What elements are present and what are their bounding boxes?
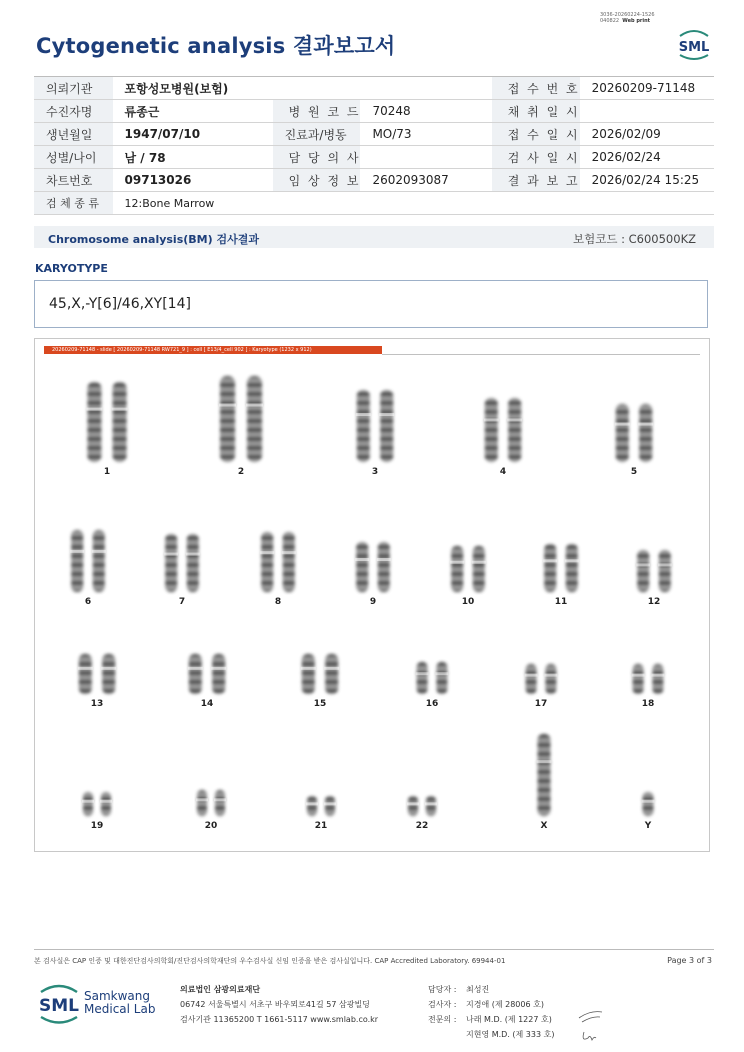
footer-logo-subtitle	[84, 990, 155, 1016]
centromere	[92, 550, 106, 553]
centromere	[211, 667, 226, 670]
section-title: Chromosome analysis(BM) 검사결과	[48, 233, 259, 246]
chromatid	[101, 792, 111, 816]
chromatid	[220, 376, 235, 462]
chromosome-7	[164, 534, 200, 607]
sml-footer-logo-icon	[36, 982, 82, 1026]
chromosome-label: 9	[369, 597, 377, 607]
chromatid	[408, 796, 418, 816]
chromatid	[87, 382, 101, 462]
chromosome-label: 17	[534, 699, 548, 709]
centromere	[164, 553, 178, 556]
chromosome-18	[632, 664, 665, 709]
value-sex-age: 남 / 78	[113, 146, 273, 169]
label-chart-number: 차트번호	[34, 169, 113, 192]
print-meta-tag: Web print	[622, 18, 651, 24]
chromosome-12	[636, 550, 672, 607]
centromere	[324, 667, 339, 670]
label-sex-age: 성별/나이	[34, 146, 113, 169]
centromere	[472, 561, 486, 564]
value-hospital-code: 70248	[360, 100, 491, 123]
chromosome-label: 20	[204, 821, 218, 831]
staff-name: 지현영 M.D. (제 333 호)	[466, 1030, 555, 1039]
value-birth-date: 1947/07/10	[113, 123, 273, 146]
chromatid	[212, 654, 225, 694]
label-clinical-info: 임 상 정 보	[273, 169, 361, 192]
chromatid	[197, 790, 207, 816]
chromatid	[473, 546, 485, 592]
chromatid	[93, 530, 105, 592]
chromatid	[378, 542, 390, 592]
chromatid	[357, 390, 370, 462]
chromosome-14	[188, 654, 226, 709]
centromere	[214, 798, 226, 801]
chromosome-label: 19	[90, 821, 104, 831]
sml-footer-logo-text: SML	[39, 996, 79, 1016]
chromosome-X	[537, 734, 552, 831]
chromosome-label: Y	[644, 821, 652, 831]
centromere	[301, 667, 316, 670]
sml-logo-icon	[674, 28, 714, 62]
centromere	[282, 551, 296, 554]
print-meta-line2: 040822	[600, 18, 620, 24]
centromere	[82, 800, 94, 803]
label-birth-date: 생년월일	[34, 123, 113, 146]
signature-icon	[576, 1008, 606, 1044]
label-hospital-code: 병 원 코 드	[273, 100, 361, 123]
centromere	[450, 561, 464, 564]
centromere	[306, 802, 318, 805]
centromere	[324, 802, 336, 805]
centromere	[219, 404, 236, 407]
chromatid	[102, 654, 115, 694]
centromere	[484, 418, 499, 421]
centromere	[407, 802, 419, 805]
value-department-ward: MO/73	[360, 123, 491, 146]
patient-info-table	[34, 76, 714, 215]
chromatid	[659, 550, 671, 592]
label-received-date: 접 수 일 시	[492, 123, 580, 146]
chromatid	[113, 382, 127, 462]
karyotype-result: 45,X,-Y[6]/46,XY[14]	[49, 296, 191, 312]
footer-divider	[34, 949, 714, 950]
chromosome-label: 8	[274, 597, 282, 607]
chromatid	[165, 534, 177, 592]
chromosome-label: 2	[237, 467, 245, 477]
label-attending-doctor: 담 당 의 사	[273, 146, 361, 169]
centromere	[379, 413, 394, 416]
centromere	[86, 408, 102, 411]
centromere	[651, 674, 664, 677]
chromatid	[307, 796, 317, 816]
chromosome-label: 6	[84, 597, 92, 607]
chromosome-label: 15	[313, 699, 327, 709]
centromere	[632, 674, 645, 677]
info-row	[34, 100, 714, 123]
chromosome-label: 18	[641, 699, 655, 709]
chromatid	[436, 662, 447, 694]
centromere	[638, 423, 653, 426]
staff-row	[428, 982, 554, 997]
centromere	[356, 413, 371, 416]
value-requesting-institution: 포항성모병원(보험)	[113, 77, 492, 100]
staff-name: 지경애 (제 28006 호)	[466, 1000, 544, 1009]
chromatid	[247, 376, 262, 462]
chromosome-5	[615, 404, 653, 477]
chromosome-21	[306, 796, 336, 831]
chromatid	[643, 792, 654, 816]
accreditation-note: 본 검사실은 CAP 인증 및 대한진단검사의학회/진단검사의학재단의 우수검사실 신임 인증을 받은 검사실입니다. CAP Accredited Laboratory. 69944-01	[34, 957, 506, 965]
value-collection-date	[580, 100, 714, 123]
info-row	[34, 77, 714, 100]
staff-row	[428, 997, 554, 1012]
org-name: 의료법인 삼광의료재단	[180, 985, 261, 994]
chromatid	[616, 404, 629, 462]
karyotype-label: KARYOTYPE	[35, 262, 108, 275]
centromere	[186, 553, 200, 556]
chromosome-label: 10	[461, 597, 475, 607]
value-attending-doctor	[360, 146, 491, 169]
chromosome-label: 21	[314, 821, 328, 831]
sml-logo-top-text: SML	[678, 40, 710, 55]
print-meta-line1: 3036-20260224-1526	[600, 12, 655, 18]
chromatid	[356, 542, 368, 592]
chromosome-3	[356, 390, 394, 477]
chromosome-6	[70, 530, 106, 607]
centromere	[435, 672, 448, 675]
print-meta	[600, 12, 668, 24]
chromosome-8	[260, 532, 296, 607]
chromosome-label: 12	[647, 597, 661, 607]
staff-row	[428, 1012, 554, 1027]
centromere	[543, 559, 557, 562]
centromere	[565, 559, 579, 562]
chromosome-20	[196, 790, 226, 831]
centromere	[658, 563, 672, 566]
footer-organization	[180, 982, 378, 1027]
label-requesting-institution: 의뢰기관	[34, 77, 113, 100]
chromosome-label: 7	[178, 597, 186, 607]
org-contact: 검사기관 11365200 T 1661-5117 www.smlab.co.kr	[180, 1015, 379, 1024]
footer-logo-sub1: Samkwang	[84, 989, 150, 1003]
chromatid	[566, 544, 578, 592]
chromatid	[325, 796, 335, 816]
label-collection-date: 채 취 일 시	[492, 100, 580, 123]
chromatid	[545, 664, 556, 694]
chromatid	[79, 654, 92, 694]
chromosome-15	[301, 654, 339, 709]
chromosome-10	[450, 546, 486, 607]
centromere	[355, 558, 369, 561]
centromere	[260, 551, 274, 554]
value-patient-name: 류종근	[113, 100, 273, 123]
chromatid	[261, 532, 273, 592]
chromosome-22	[407, 796, 437, 831]
centromere	[188, 667, 203, 670]
staff-role: 전문의 :	[428, 1015, 457, 1024]
chromosome-13	[78, 654, 116, 709]
chromatid	[544, 544, 556, 592]
value-specimen-type: 12:Bone Marrow	[113, 192, 714, 215]
centromere	[537, 760, 552, 763]
label-patient-name: 수진자명	[34, 100, 113, 123]
info-row	[34, 146, 714, 169]
chromosome-label: 22	[415, 821, 429, 831]
centromere	[78, 667, 93, 670]
centromere	[525, 674, 538, 677]
chromatid	[451, 546, 463, 592]
label-result-report: 결 과 보 고	[492, 169, 580, 192]
value-clinical-info: 2602093087	[360, 169, 491, 192]
chromosome-1	[86, 382, 127, 477]
chromosome-17	[525, 664, 558, 709]
chromatid	[215, 790, 225, 816]
value-received-date: 2026/02/09	[580, 123, 714, 146]
label-test-date: 검 사 일 시	[492, 146, 580, 169]
info-row	[34, 192, 714, 215]
karyogram-caption: 20260209-71148 - slide [ 20260209-71148 RW721_9 ] : cell [ E13/4_cell 902 ] : Karyotype (1232 x 912)	[44, 346, 382, 354]
value-accession-number: 20260209-71148	[580, 77, 714, 100]
chromatid	[485, 398, 498, 462]
info-row	[34, 169, 714, 192]
chromatid	[652, 664, 663, 694]
chromosome-4	[484, 398, 522, 477]
chromatid	[187, 534, 199, 592]
centromere	[636, 563, 650, 566]
centromere	[196, 798, 208, 801]
centromere	[416, 672, 429, 675]
value-test-date: 2026/02/24	[580, 146, 714, 169]
staff-name: 최성진	[466, 985, 490, 994]
chromatid	[83, 792, 93, 816]
org-address: 06742 서울특별시 서초구 바우뫼로41길 57 삼광빌딩	[180, 1000, 370, 1009]
chromosome-2	[219, 376, 263, 477]
centromere	[246, 404, 263, 407]
chromosome-label: X	[540, 821, 548, 831]
centromere	[377, 558, 391, 561]
chromosome-label: 11	[554, 597, 568, 607]
insurance-code: 보험코드 : C600500KZ	[573, 232, 696, 246]
chromosome-9	[355, 542, 391, 607]
chromatid	[71, 530, 83, 592]
value-chart-number: 09713026	[113, 169, 273, 192]
chromosome-label: 1	[103, 467, 111, 477]
chromosome-19	[82, 792, 112, 831]
staff-row	[428, 1027, 554, 1042]
chromatid	[633, 664, 644, 694]
label-specimen-type: 검 체 종 류	[34, 192, 113, 215]
chromosome-label: 5	[630, 467, 638, 477]
karyogram-image	[34, 338, 710, 852]
label-department-ward: 진료과/병동	[273, 123, 361, 146]
centromere	[544, 674, 557, 677]
chromatid	[283, 532, 295, 592]
chromosome-label: 14	[200, 699, 214, 709]
chromatid	[637, 550, 649, 592]
report-title: Cytogenetic analysis 결과보고서	[36, 34, 396, 58]
centromere	[100, 800, 112, 803]
staff-name: 나래 M.D. (제 1227 호)	[466, 1015, 552, 1024]
chromatid	[538, 734, 551, 816]
chromatid	[417, 662, 428, 694]
chromatid	[380, 390, 393, 462]
centromere	[615, 423, 630, 426]
footer-logo-sub2: Medical Lab	[84, 1002, 156, 1016]
chromatid	[302, 654, 315, 694]
centromere	[642, 800, 655, 803]
chromatid	[325, 654, 338, 694]
chromosome-label: 13	[90, 699, 104, 709]
footer-staff	[428, 982, 554, 1042]
chromosome-label: 3	[371, 467, 379, 477]
centromere	[112, 408, 128, 411]
chromosome-label: 16	[425, 699, 439, 709]
centromere	[70, 550, 84, 553]
info-row	[34, 123, 714, 146]
value-result-report: 2026/02/24 15:25	[580, 169, 714, 192]
chromatid	[189, 654, 202, 694]
chromatid	[426, 796, 436, 816]
chromatid	[639, 404, 652, 462]
chromosome-label: 4	[499, 467, 507, 477]
chromosome-11	[543, 544, 579, 607]
page-number: Page 3 of 3	[667, 956, 712, 965]
chromosome-16	[416, 662, 449, 709]
centromere	[507, 418, 522, 421]
centromere	[425, 802, 437, 805]
staff-role: 담당자 :	[428, 985, 457, 994]
label-accession-number: 접 수 번 호	[492, 77, 580, 100]
chromatid	[526, 664, 537, 694]
centromere	[101, 667, 116, 670]
staff-role: 검사자 :	[428, 1000, 457, 1009]
chromatid	[508, 398, 521, 462]
chromosome-Y	[642, 792, 655, 831]
